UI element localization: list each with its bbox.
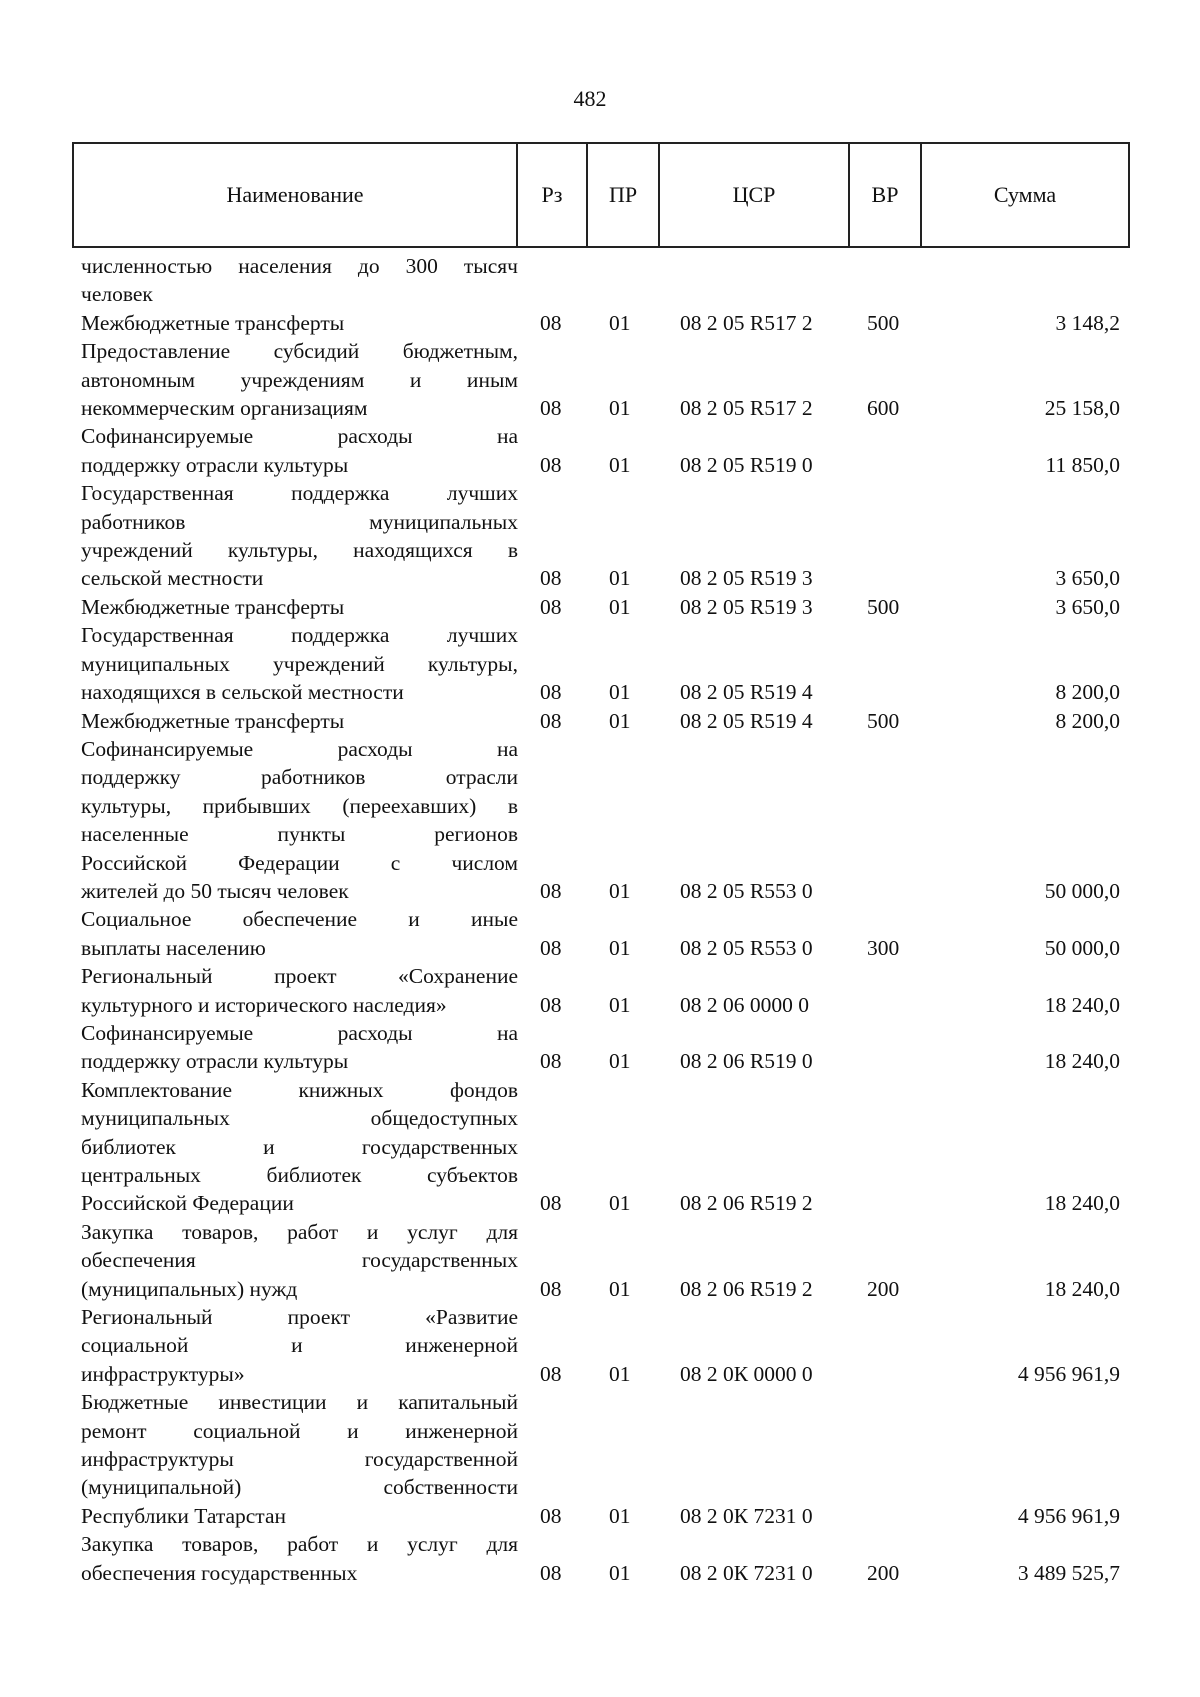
row-name	[72, 309, 518, 337]
table-row	[72, 1388, 1130, 1530]
row-rz: 08	[540, 1276, 562, 1301]
header-vr: ВР	[850, 144, 922, 246]
row-pr: 01	[609, 566, 631, 591]
row-rz: 08	[540, 310, 562, 335]
row-rz: 08	[540, 1503, 562, 1528]
row-pr: 01	[609, 1276, 631, 1301]
row-sum: 3 650,0	[1055, 594, 1120, 619]
table-row	[72, 1019, 1130, 1076]
row-name-line: Комплектование книжных фондов	[81, 1077, 518, 1102]
row-name-line: социальной и инженерной	[81, 1333, 518, 1358]
row-name-line: обеспечения государственных	[81, 1248, 518, 1273]
row-vr: 200	[867, 1560, 900, 1585]
row-rz: 08	[540, 680, 562, 705]
row-pr: 01	[609, 594, 631, 619]
row-rz: 08	[540, 992, 562, 1017]
row-csr: 08 2 0К 7231 0	[680, 1560, 813, 1585]
row-csr: 08 2 06 R519 0	[680, 1049, 813, 1074]
row-rz: 08	[540, 1361, 562, 1386]
row-pr: 01	[609, 680, 631, 705]
row-rz: 08	[540, 1049, 562, 1074]
row-vr: 600	[867, 396, 900, 421]
row-csr: 08 2 06 R519 2	[680, 1276, 813, 1301]
row-pr: 01	[609, 310, 631, 335]
row-name-line: учреждений культуры, находящихся в	[81, 538, 518, 563]
row-name-line: сельской местности	[81, 566, 264, 591]
row-name	[72, 593, 518, 621]
row-name-line: Государственная поддержка лучших	[81, 623, 518, 648]
row-name-line: человек	[81, 282, 153, 307]
row-pr: 01	[609, 1560, 631, 1585]
table-row	[72, 1303, 1130, 1388]
header-name: Наименование	[74, 144, 518, 246]
row-name-line: ремонт социальной и инженерной	[81, 1418, 518, 1443]
row-name-line: поддержку отрасли культуры	[81, 1049, 349, 1074]
row-name-line: поддержку отрасли культуры	[81, 452, 349, 477]
row-csr: 08 2 05 R517 2	[680, 396, 813, 421]
row-name-line: поддержку работников отрасли	[81, 765, 518, 790]
row-rz: 08	[540, 566, 562, 591]
row-sum: 18 240,0	[1044, 1191, 1120, 1216]
row-vr: 500	[867, 594, 900, 619]
row-sum: 18 240,0	[1044, 1276, 1120, 1301]
row-name-line: обеспечения государственных	[81, 1560, 358, 1585]
table-row	[72, 1530, 1130, 1587]
row-csr: 08 2 06 R519 2	[680, 1191, 813, 1216]
row-sum: 25 158,0	[1044, 396, 1120, 421]
header-pr: ПР	[588, 144, 660, 246]
row-pr: 01	[609, 992, 631, 1017]
row-name-line: Региональный проект «Сохранение	[81, 964, 518, 989]
row-name	[72, 1019, 518, 1076]
row-csr: 08 2 05 R517 2	[680, 310, 813, 335]
table-row	[72, 1076, 1130, 1218]
table-row	[72, 905, 1130, 962]
row-pr: 01	[609, 878, 631, 903]
row-name	[72, 621, 518, 706]
table-row	[72, 422, 1130, 479]
row-name-line: культуры, прибывших (переехавших) в	[81, 793, 518, 818]
row-name-line: Межбюджетные трансферты	[81, 310, 345, 335]
row-csr: 08 2 05 R553 0	[680, 878, 813, 903]
row-sum: 18 240,0	[1044, 1049, 1120, 1074]
row-name-line: Закупка товаров, работ и услуг для	[81, 1219, 518, 1244]
row-name	[72, 905, 518, 962]
row-rz: 08	[540, 452, 562, 477]
page-number: 482	[573, 86, 607, 111]
row-name	[72, 1218, 518, 1303]
table-row	[72, 735, 1130, 905]
row-name-line: Социальное обеспечение и иные	[81, 907, 518, 932]
row-name-line: автономным учреждениям и иным	[81, 367, 518, 392]
row-vr: 300	[867, 935, 900, 960]
row-name	[72, 1076, 518, 1218]
row-name-line: Межбюджетные трансферты	[81, 708, 345, 733]
row-name-line: Межбюджетные трансферты	[81, 594, 345, 619]
row-sum: 3 489 525,7	[1017, 1560, 1120, 1585]
row-name-line: муниципальных учреждений культуры,	[81, 651, 518, 676]
row-name-line: Государственная поддержка лучших	[81, 481, 518, 506]
row-sum: 3 650,0	[1055, 566, 1120, 591]
row-name	[72, 337, 518, 422]
row-name	[72, 707, 518, 735]
row-name-line: культурного и исторического наследия»	[81, 992, 447, 1017]
table-header	[72, 142, 1130, 248]
row-pr: 01	[609, 1503, 631, 1528]
row-name	[72, 1388, 518, 1530]
row-name	[72, 735, 518, 905]
row-name-line: Софинансируемые расходы на	[81, 424, 518, 449]
row-sum: 8 200,0	[1055, 708, 1120, 733]
row-name-line: инфраструктуры государственной	[81, 1447, 518, 1472]
row-name-line: Софинансируемые расходы на	[81, 1020, 518, 1045]
row-csr: 08 2 0К 0000 0	[680, 1361, 813, 1386]
row-pr: 01	[609, 452, 631, 477]
row-csr: 08 2 0К 7231 0	[680, 1503, 813, 1528]
row-rz: 08	[540, 1191, 562, 1216]
row-sum: 4 956 961,9	[1017, 1503, 1120, 1528]
row-name-line: находящихся в сельской местности	[81, 680, 404, 705]
row-name-line: Софинансируемые расходы на	[81, 736, 518, 761]
row-name-line: численностью населения до 300 тысяч	[81, 254, 518, 278]
row-rz: 08	[540, 935, 562, 960]
row-name-line: Российской Федерации	[81, 1191, 294, 1216]
row-sum: 50 000,0	[1044, 935, 1120, 960]
row-rz: 08	[540, 1560, 562, 1585]
row-name	[72, 1303, 518, 1388]
row-name-line: Предоставление субсидий бюджетным,	[81, 339, 518, 364]
row-vr: 500	[867, 310, 900, 335]
table-row	[72, 309, 1130, 337]
row-pr: 01	[609, 935, 631, 960]
row-name-line: муниципальных общедоступных	[81, 1106, 518, 1131]
row-name	[72, 1530, 518, 1587]
row-csr: 08 2 06 0000 0	[680, 992, 809, 1017]
row-name	[72, 479, 518, 593]
row-name-line: (муниципальных) нужд	[81, 1276, 298, 1301]
row-name-line: центральных библиотек субъектов	[81, 1163, 518, 1187]
row-sum: 3 148,2	[1055, 310, 1120, 335]
row-rz: 08	[540, 878, 562, 903]
row-name-line: некоммерческим организациям	[81, 396, 368, 421]
row-rz: 08	[540, 594, 562, 619]
row-name-line: инфраструктуры»	[81, 1361, 245, 1386]
table-row	[72, 479, 1130, 593]
header-csr: ЦСР	[660, 144, 850, 246]
row-pr: 01	[609, 396, 631, 421]
row-pr: 01	[609, 1361, 631, 1386]
row-csr: 08 2 05 R519 3	[680, 566, 813, 591]
table-row	[72, 621, 1130, 706]
row-vr: 200	[867, 1276, 900, 1301]
row-name-line: жителей до 50 тысяч человек	[81, 878, 349, 903]
row-csr: 08 2 05 R553 0	[680, 935, 813, 960]
row-pr: 01	[609, 1191, 631, 1216]
row-name	[72, 422, 518, 479]
row-name-line: выплаты населению	[81, 935, 266, 960]
row-rz: 08	[540, 396, 562, 421]
table-row	[72, 707, 1130, 735]
header-sum: Сумма	[993, 182, 1057, 207]
row-name-line: Российской Федерации с числом	[81, 850, 518, 875]
table-row	[72, 1218, 1130, 1303]
row-pr: 01	[609, 1049, 631, 1074]
row-name-line: (муниципальной) собственности	[81, 1475, 518, 1500]
table-row	[72, 962, 1130, 1019]
row-sum: 4 956 961,9	[1017, 1361, 1120, 1386]
row-name	[72, 252, 518, 309]
table-row	[72, 593, 1130, 621]
row-csr: 08 2 05 R519 4	[680, 708, 813, 733]
table-row	[72, 337, 1130, 422]
row-name-line: Региональный проект «Развитие	[81, 1305, 518, 1330]
row-name	[72, 962, 518, 1019]
header-rz: Рз	[518, 144, 588, 246]
table-body	[72, 252, 1130, 1587]
row-name-line: Бюджетные инвестиции и капитальный	[81, 1390, 518, 1415]
row-name-line: работников муниципальных	[81, 509, 518, 534]
row-sum: 50 000,0	[1044, 878, 1120, 903]
row-rz: 08	[540, 708, 562, 733]
row-csr: 08 2 05 R519 4	[680, 680, 813, 705]
row-csr: 08 2 05 R519 3	[680, 594, 813, 619]
row-name-line: населенные пункты регионов	[81, 822, 518, 847]
table-row	[72, 252, 1130, 309]
row-sum: 18 240,0	[1044, 992, 1120, 1017]
row-name-line: Закупка товаров, работ и услуг для	[81, 1532, 518, 1557]
row-sum: 11 850,0	[1045, 452, 1120, 477]
row-name-line: библиотек и государственных	[81, 1134, 518, 1159]
row-name-line: Республики Татарстан	[81, 1503, 287, 1528]
row-pr: 01	[609, 708, 631, 733]
row-vr: 500	[867, 708, 900, 733]
row-csr: 08 2 05 R519 0	[680, 452, 813, 477]
row-sum: 8 200,0	[1055, 680, 1120, 705]
